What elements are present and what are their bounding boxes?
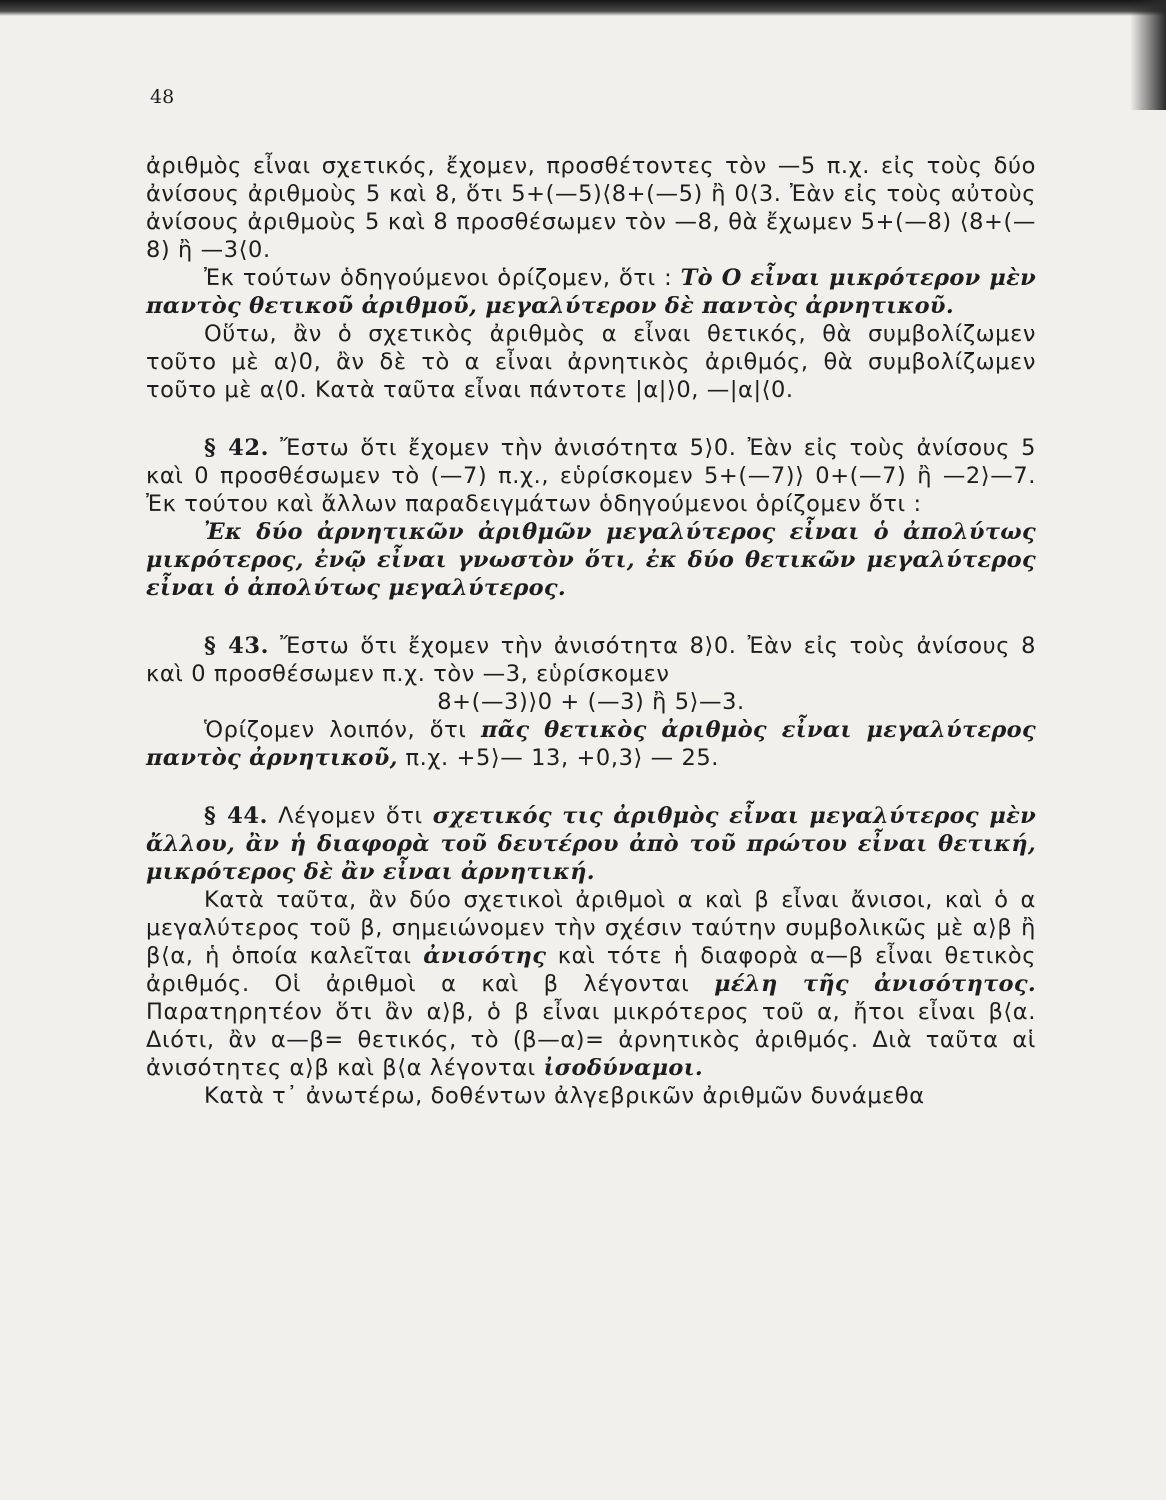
section-44-label: § 44.	[204, 803, 269, 829]
section-43-def-tail: π.χ. +5⟩— 13, +0,3⟩ — 25.	[397, 745, 720, 771]
scan-edge-shadow	[1130, 0, 1166, 110]
paragraph-last-line: Κατὰ τ᾽ ἀνωτέρω, δοθέντων ἀλγεβρικῶν ἀριθμῶν δυνάμεθα	[204, 1083, 925, 1109]
section-42-label: § 42.	[204, 435, 270, 461]
section-43	[146, 632, 1036, 688]
section-44-part-b: καὶ τότε ἡ διαφορὰ α—β εἶναι θετικὸς ἀριθμός. Οἱ ἀριθμοὶ α καὶ β λέγονται	[146, 943, 1036, 997]
section-44	[146, 802, 1036, 886]
section-43-definition	[146, 716, 1036, 772]
section-43-def-lead: Ὁρίζομεν λοιπόν, ὅτι	[204, 717, 481, 743]
section-44-part-c: Παρατηρητέον ὅτι ἂν α⟩β, ὁ β εἶναι μικρότερος τοῦ α, ἤτοι εἶναι β⟨α. Διότι, ἂν α—β= θετικός, τὸ (β—α)= ἀρνητικὸς ἀριθμός. Διὰ ταῦτα αἱ ἀνισότητες α⟩β καὶ β⟨α λέγονται	[146, 999, 1036, 1081]
section-43-text: Ἔστω ὅτι ἔχομεν τὴν ἀνισότητα 8⟩0. Ἐὰν εἰς τοὺς ἀνίσους 8 καὶ 0 προσθέσωμεν π.χ. τὸν —3, εὑρίσκομεν	[146, 633, 1036, 687]
scan-top-shadow	[0, 0, 1166, 16]
section-43-label: § 43.	[204, 633, 270, 659]
section-43-formula: 8+(—3)⟩0 + (—3) ἢ 5⟩—3.	[437, 689, 745, 715]
definition-bold: Τὸ Ο εἶναι μικρότερον μὲν παντὸς θετικοῦ ἀριθμοῦ, μεγαλύτερον δὲ παντὸς ἀρνητικοῦ.	[146, 265, 1036, 319]
section-44-bold: σχετικός τις ἀριθμὸς εἶναι μεγαλύτερος μὲν ἄλλου, ἂν ἡ διαφορὰ τοῦ δευτέρου ἀπὸ τοῦ πρώτου εἶναι θετική, μικρότερος δὲ ἂν εἶναι ἀρνητική.	[146, 803, 1036, 885]
paragraph-symbols: Οὕτω, ἂν ὁ σχετικὸς ἀριθμὸς α εἶναι θετικός, θὰ συμβολίζωμεν τοῦτο μὲ α⟩0, ἂν δὲ τὸ α εἶναι ἀρνητικὸς ἀριθμός, θὰ συμβολίζωμεν τοῦτο μὲ α⟨0. Κατὰ ταῦτα εἶναι πάντοτε |α|⟩0, —|α|⟨0.	[146, 321, 1036, 403]
section-42-rule: Ἐκ δύο ἀρνητικῶν ἀριθμῶν μεγαλύτερος εἶναι ὁ ἀπολύτως μικρότερος, ἐνῷ εἶναι γνωστὸν ὅτι, ἐκ δύο θετικῶν μεγαλύτερος εἶναι ὁ ἀπολύτως μεγαλύτερος.	[146, 519, 1036, 601]
section-43-def-bold: πᾶς θετικὸς ἀριθμὸς εἶναι μεγαλύτερος παντὸς ἀρνητικοῦ,	[146, 717, 1036, 771]
section-44-lead: Λέγομεν ὅτι	[268, 803, 433, 829]
paragraph-zero-definition	[146, 264, 1036, 320]
term-inequality: ἀνισότης	[423, 943, 547, 969]
section-44-explanation	[146, 886, 1036, 1082]
page-body	[146, 152, 1036, 1110]
section-42-text: Ἔστω ὅτι ἔχομεν τὴν ἀνισότητα 5⟩0. Ἐὰν εἰς τοὺς ἀνίσους 5 καὶ 0 προσθέσωμεν τὸ (—7) π.χ., εὑρίσκομεν 5+(—7)⟩ 0+(—7) ἢ —2⟩—7. Ἐκ τούτου καὶ ἄλλων παραδειγμάτων ὁδηγούμενοι ὁρίζομεν ὅτι :	[146, 435, 1036, 517]
section-44-part-a: Κατὰ ταῦτα, ἂν δύο σχετικοὶ ἀριθμοὶ α καὶ β εἶναι ἄνισοι, καὶ ὁ α μεγαλύτερος τοῦ β, σημειώνομεν τὴν σχέσιν ταύτην συμβολικῶς μὲ α⟩β ἢ β⟨α, ἡ ὁποία καλεῖται	[146, 887, 1036, 969]
term-members: μέλη τῆς ἀνισότητος.	[714, 971, 1036, 997]
page-number: 48	[150, 86, 175, 108]
section-42	[146, 434, 1036, 518]
paragraph-continuation: ἀριθμὸς εἶναι σχετικός, ἔχομεν, προσθέτοντες τὸν —5 π.χ. εἰς τοὺς δύο ἀνίσους ἀριθμοὺς 5 καὶ 8, ὅτι 5+(—5)⟨8+(—5) ἢ 0⟨3. Ἐὰν εἰς τοὺς αὐτοὺς ἀνίσους ἀριθμοὺς 5 καὶ 8 προσθέσωμεν τὸν —8, θὰ ἔχωμεν 5+(—8) ⟨8+(—8) ἢ —3⟨0.	[146, 153, 1036, 263]
term-equivalent: ἰσοδύναμοι.	[543, 1055, 704, 1081]
definition-lead: Ἐκ τούτων ὁδηγούμενοι ὁρίζομεν, ὅτι :	[204, 265, 681, 291]
